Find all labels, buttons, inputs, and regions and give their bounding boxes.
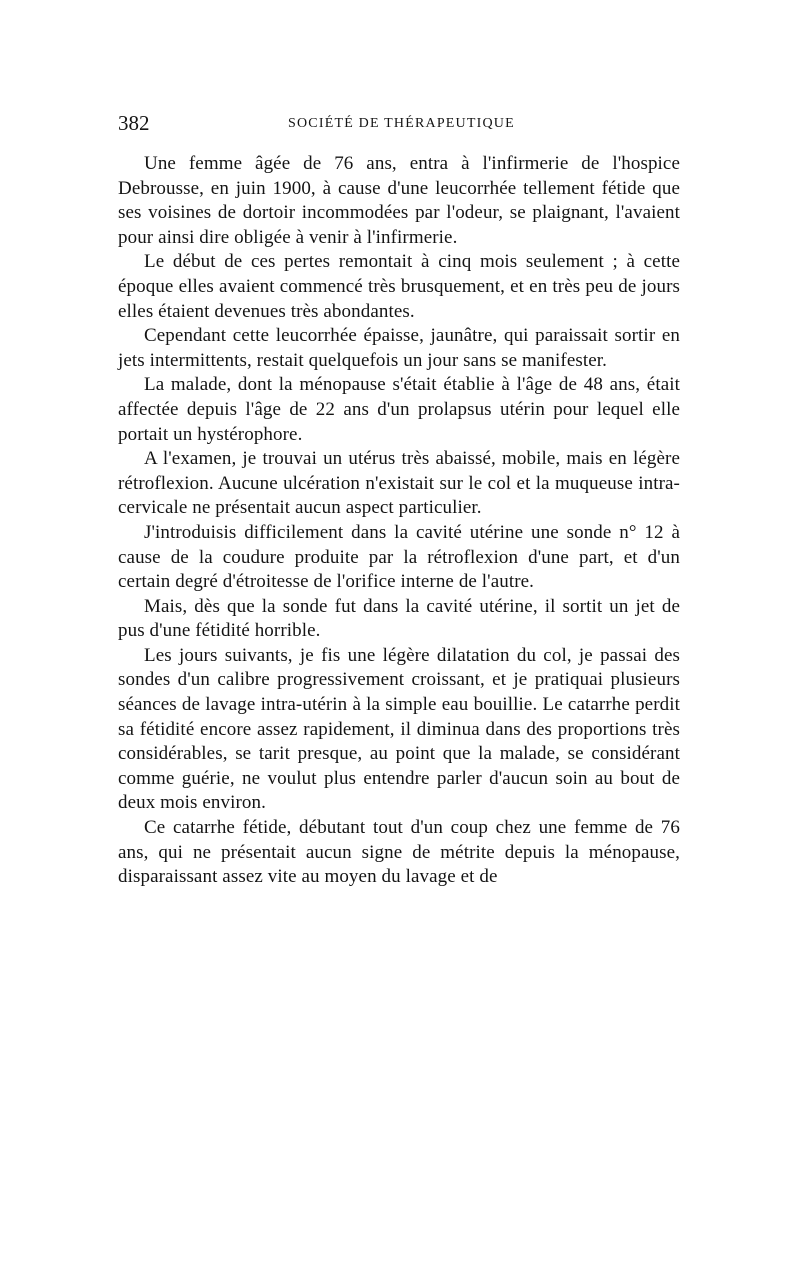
paragraph: Une femme âgée de 76 ans, entra à l'infirmerie de l'hospice Debrousse, en juin 1900, à cause d'une leucorrhée tellement fétide que ses voisines de dortoir incommodées par l'odeur, se plaignant, l'avaient pour ainsi dire obligée à venir à l'infirmerie. <box>118 153 680 248</box>
page-number: 382 <box>118 111 150 135</box>
paragraph: Ce catarrhe fétide, débutant tout d'un coup chez une femme de 76 ans, qui ne présentait aucun signe de métrite depuis la ménopause, disparaissant assez vite au moyen du lavage et de <box>118 817 680 888</box>
paragraph: A l'examen, je trouvai un utérus très abaissé, mobile, mais en légère rétroflexion. Aucune ulcération n'existait sur le col et la muqueuse intra-cervicale ne présentait aucun aspect particulier. <box>118 448 680 519</box>
paragraph: La malade, dont la ménopause s'était établie à l'âge de 48 ans, était affectée depuis l'âge de 22 ans d'un prolapsus utérin pour lequel elle portait un hystérophore. <box>118 374 680 445</box>
paragraph: Cependant cette leucorrhée épaisse, jaunâtre, qui paraissait sortir en jets intermittents, restait quelquefois un jour sans se manifester. <box>118 325 680 371</box>
paragraph: Le début de ces pertes remontait à cinq mois seulement ; à cette époque elles avaient commencé très brusquement, et en très peu de jours elles étaient devenues très abondantes. <box>118 251 680 322</box>
paragraph: Mais, dès que la sonde fut dans la cavité utérine, il sortit un jet de pus d'une fétidité horrible. <box>118 595 680 642</box>
running-title: SOCIÉTÉ DE THÉRAPEUTIQUE <box>288 116 515 131</box>
page-header <box>118 110 680 140</box>
body-text <box>118 152 680 890</box>
paragraph: J'introduisis difficilement dans la cavité utérine une sonde n° 12 à cause de la coudure produite par la rétroflexion d'une part, et d'un certain degré d'étroitesse de l'orifice interne de l'autre. <box>118 521 680 593</box>
paragraph: Les jours suivants, je fis une légère dilatation du col, je passai des sondes d'un calibre progressivement croissant, et je pratiquai plusieurs séances de lavage intra-utérin à la simple eau bouillie. Le catarrhe perdit sa fétidité encore assez rapidement, il diminua dans des proportions très considérables, se tarit presque, au point que la malade, se considérant comme guérie, ne voulut plus entendre parler d'aucun soin au bout de deux mois environ. <box>118 644 680 814</box>
